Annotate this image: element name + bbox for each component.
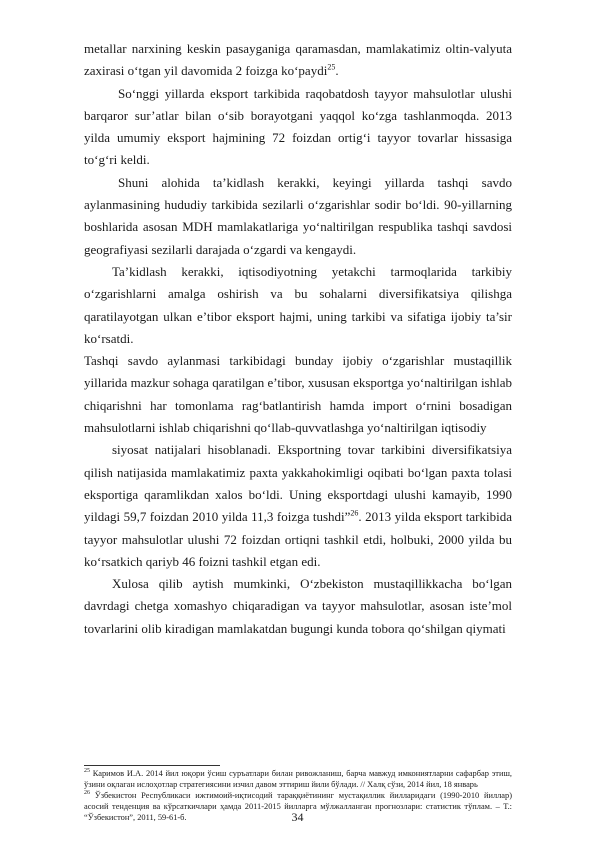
footnote-ref[interactable]: 26 (350, 508, 359, 518)
paragraph: Ta’kidlash kerakki, iqtisodiyotning yetakchi tarmoqlarida tarkibiy o‘zgarishlarni amalga oshirish va bu sohalarni diversifikatsiya qilishga qaratilayotgan ulkan e’tibor eksport hajmi, uning tarkibi va sifatiga ijobiy ta’sir ko‘rsatdi. (84, 263, 512, 346)
footnote-number: 25 (84, 768, 90, 775)
body-text (84, 38, 512, 640)
footnote-ref[interactable]: 25 (327, 62, 336, 72)
paragraph: Shuni alohida ta’kidlash kerakki, keyingi yillarda tashqi savdo aylanmasining hududiy tarkibida sezilarli o‘zgarishlar sodir bo‘ldi. 90-yillarning boshlarida asosan MDH mamlakatlariga yo‘naltirilgan respublika tashqi savdosi geografiyasi sezilarli darajada o‘zgardi va kengaydi. (84, 174, 512, 257)
footnote-divider (84, 765, 220, 766)
paragraph: metallar narxining keskin pasayganiga qaramasdan, mamlakatimiz oltin-valyuta zaxirasi o‘tgan yil davomida 2 foizga ko‘paydi$^{25}$. (84, 41, 512, 79)
paragraph: Tashqi savdo aylanmasi tarkibidagi bunday ijobiy o‘zgarishlar mustaqillik yillarida mazkur sohaga qaratilgan e’tibor, xususan eksportga yo‘naltirilgan ishlab chiqarishni har tomonlama rag‘batlantirish hamda import o‘rnini bosadigan mahsulotlarni ishlab chiqarishni qo‘llab-quvvatlashga yo‘naltirilgan iqtisodiy (84, 353, 512, 436)
page-number: 34 (291, 810, 304, 824)
footnote: $^{25}$ Каримов И.А. 2014 йил юқори ўсиш суръатлари билан ривожланиш, барча мавжуд имкониятларни сафарбар этиш, ўзини оқлаган ислоҳотлар стратегиясини изчил давом эттириш йили бўлади. // Халқ сўзи, 2014 йил, 18 январь (84, 768, 512, 789)
paragraph: Xulosa qilib aytish mumkinki, O‘zbekiston mustaqillikkacha bo‘lgan davrdagi chetga xomashyo chiqaradigan va tayyor mahsulotlar, asosan iste’mol tovarlarini olib kiradigan mamlakatdan bugungi kunda tobora qo‘shilgan qiymati (84, 576, 512, 636)
paragraph: So‘nggi yillarda eksport tarkibida raqobatdosh tayyor mahsulotlar ulushi barqaror sur’atlar bilan o‘sib borayotgani yaqqol ko‘zga tashlanmoqda. 2013 yilda umumiy eksport hajmining 72 foizdan ortig‘i tayyor tovarlar hissasiga to‘g‘ri keldi. (84, 85, 512, 168)
paragraph: siyosat natijalari hisoblanadi. Eksportning tovar tarkibini diversifikatsiya qilish natijasida mamlakatimiz paxta yakkahokimligi oqibati bo‘lgan paxta tolasi eksportiga qaramlikdan xalos bo‘ldi. Uning eksportdagi ulushi kamayib, 1990 yildagi 59,7 foizdan 2010 yilda 11,3 foizga tushdi”$^{26}$. 2013 yilda eksport tarkibida tayyor mahsulotlar ulushi 72 foizdan ortiqni tashkil etdi, holbuki, 2000 yilda bu ko‘rsatkich qariyb 46 foizni tashkil etgan edi. (84, 442, 512, 569)
footnote-number: 26 (84, 790, 90, 797)
footnote: $^{26}$ Ўзбекистон Республикаси ижтимоий-иқтисодий тараққиётининг мустақиллик йилларидаги (1990-2010 йиллар) асосий тенденция ва кўрсаткичлари ҳамда 2011-2015 йилларга мўлжалланган прогнозлари: статистик тўплам. – Т.: “Ўзбекистон”, 2011, 59-61-б. (84, 790, 512, 822)
